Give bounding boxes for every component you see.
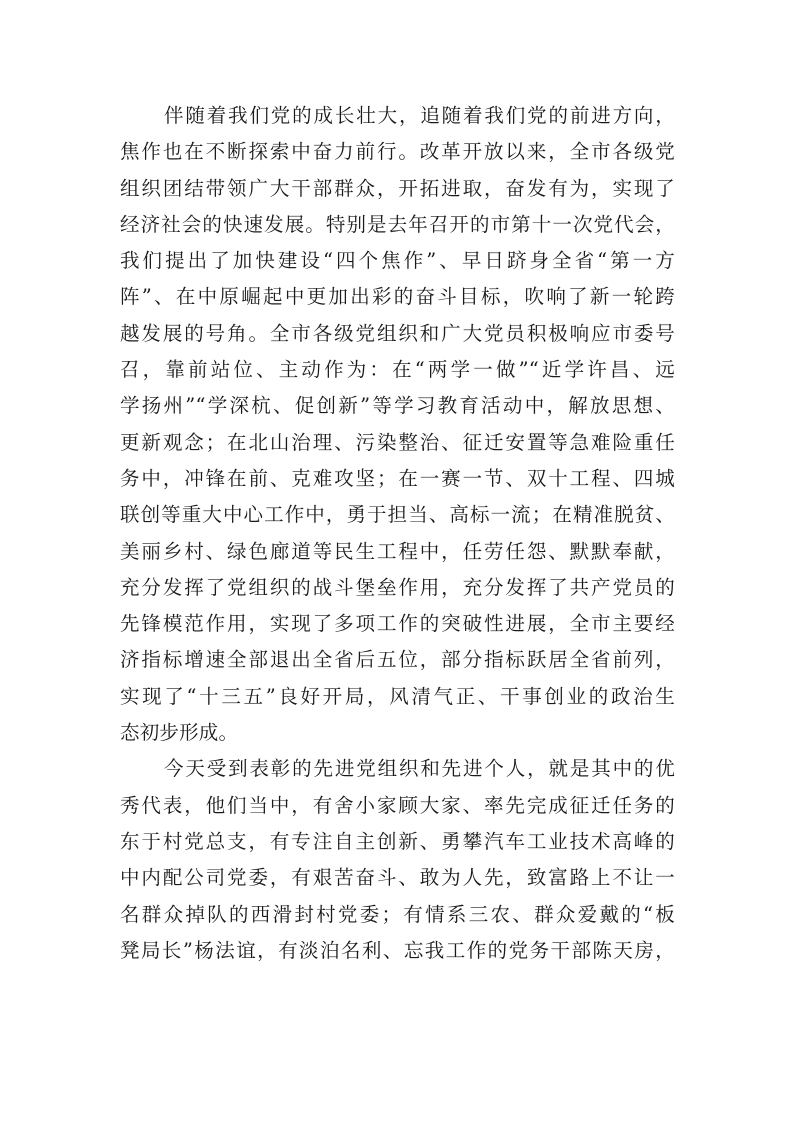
text-line: 美丽乡村、绿色廊道等民生工程中，任劳任怨、默默奉献，: [120, 539, 675, 563]
text-line: 实现了“十三五”良好开局，风清气正、干事创业的政治生: [120, 684, 675, 708]
text-line: 召，靠前站位、主动作为：在“两学一做”“近学许昌、远: [120, 358, 675, 382]
text-line: 焦作也在不断探索中奋力前行。改革开放以来，全市各级党: [120, 140, 675, 164]
text-line: 阵”、在中原崛起中更加出彩的奋斗目标，吹响了新一轮跨: [120, 285, 675, 309]
text-line: 联创等重大中心工作中，勇于担当、高标一流；在精准脱贫、: [120, 503, 675, 527]
text-line: 济指标增速全部退出全省后五位，部分指标跃居全省前列，: [120, 648, 675, 672]
paragraph-1: [120, 98, 675, 751]
text-line: 更新观念；在北山治理、污染整治、征迁安置等急难险重任: [120, 430, 675, 454]
text-line: 先锋模范作用，实现了多项工作的突破性进展，全市主要经: [120, 612, 675, 636]
text-line: 中内配公司党委，有艰苦奋斗、敢为人先，致富路上不让一: [120, 866, 675, 890]
text-line: 名群众掉队的西滑封村党委；有情系三农、群众爱戴的“板: [120, 902, 675, 926]
text-line: 态初步形成。: [120, 721, 239, 745]
text-line: 东于村党总支，有专注自主创新、勇攀汽车工业技术高峰的: [120, 829, 675, 853]
text-line: 组织团结带领广大干部群众，开拓进取，奋发有为，实现了: [120, 176, 675, 200]
text-line: 经济社会的快速发展。特别是去年召开的市第十一次党代会，: [120, 212, 675, 236]
paragraph-2: [120, 751, 675, 969]
text-line: 学扬州”“学深杭、促创新”等学习教育活动中，解放思想、: [120, 394, 675, 418]
text-line: 秀代表，他们当中，有舍小家顾大家、率先完成征迁任务的: [120, 793, 675, 817]
document-page: [120, 98, 675, 969]
text-line: 凳局长”杨法谊，有淡泊名利、忘我工作的党务干部陈天房，: [120, 938, 675, 962]
text-line: 今天受到表彰的先进党组织和先进个人，就是其中的优: [164, 757, 675, 781]
text-line: 我们提出了加快建设“四个焦作”、早日跻身全省“第一方: [120, 249, 675, 273]
text-line: 务中，冲锋在前、克难攻坚；在一赛一节、双十工程、四城: [120, 466, 675, 490]
text-line: 越发展的号角。全市各级党组织和广大党员积极响应市委号: [120, 321, 675, 345]
text-line: 伴随着我们党的成长壮大，追随着我们党的前进方向，: [164, 104, 675, 127]
text-line: 充分发挥了党组织的战斗堡垒作用，充分发挥了共产党员的: [120, 575, 675, 599]
